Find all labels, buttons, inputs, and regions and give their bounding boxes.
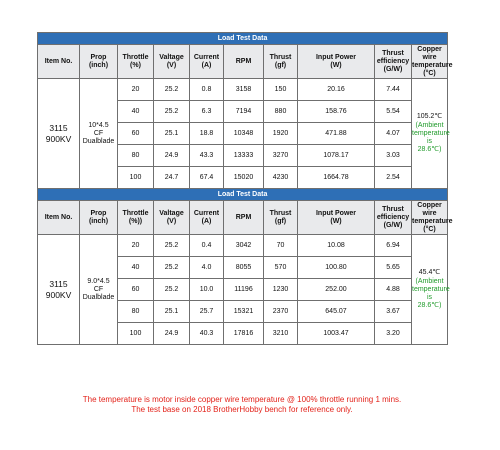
table-cell-text: 100 — [129, 329, 142, 337]
table-cell — [154, 167, 190, 189]
table-cell — [224, 101, 264, 123]
table-cell-text: 40 — [131, 107, 140, 115]
table-cell — [298, 79, 375, 101]
table-cell — [154, 235, 190, 257]
table-cell-text: 3158 — [235, 85, 252, 93]
table-title — [38, 33, 448, 45]
column-header — [118, 45, 154, 79]
column-header — [375, 201, 412, 235]
table-cell — [224, 301, 264, 323]
table-cell — [118, 123, 154, 145]
table-cell — [375, 145, 412, 167]
table-cell-text: 1920 — [272, 129, 289, 137]
table-header-row — [38, 201, 448, 235]
column-header-text: Current (A) — [193, 209, 220, 225]
table-cell — [264, 323, 298, 345]
table-cell-text: 15020 — [233, 173, 254, 181]
column-header — [80, 45, 118, 79]
table-cell — [264, 279, 298, 301]
table-title-text: Load Test Data — [217, 34, 268, 42]
column-header-text: Current (A) — [193, 53, 220, 69]
table-cell — [298, 301, 375, 323]
table-cell — [375, 123, 412, 145]
column-header-text: Thrust (gf) — [269, 209, 292, 225]
table-cell — [154, 301, 190, 323]
column-header — [298, 201, 375, 235]
table-cell — [118, 167, 154, 189]
table-cell-text: 25.2 — [164, 285, 179, 293]
table-cell — [264, 101, 298, 123]
column-header — [224, 45, 264, 79]
table-cell-text: 43.3 — [199, 151, 214, 159]
column-header-text: Valtage (V) — [159, 53, 184, 69]
table-cell — [154, 123, 190, 145]
column-header-text: Thrust efficiency (G/W) — [376, 205, 410, 229]
table-title-row — [38, 189, 448, 201]
table-cell-text: 3210 — [272, 329, 289, 337]
table-cell — [118, 301, 154, 323]
table-cell-text: 5.65 — [386, 263, 400, 271]
column-header — [190, 45, 224, 79]
table-cell — [264, 123, 298, 145]
table-cell — [264, 145, 298, 167]
motor-item-no — [38, 79, 80, 189]
table-cell-text: 24.9 — [164, 329, 179, 337]
column-header-text: Item No. — [44, 213, 73, 221]
table-cell — [190, 145, 224, 167]
table-cell-text: 3.67 — [386, 307, 400, 315]
footnote-line-1: The temperature is motor inside copper wire temperature @ 100% throttle running 1 mins. — [82, 395, 402, 404]
table-cell — [375, 235, 412, 257]
column-header — [38, 201, 80, 235]
footnote-line-2: The test base on 2018 BrotherHobby bench for reference only. — [131, 405, 353, 414]
table-cell — [298, 167, 375, 189]
table-cell — [154, 79, 190, 101]
table-cell — [190, 167, 224, 189]
table-cell — [190, 101, 224, 123]
table-cell-text: 645.07 — [325, 307, 347, 315]
copper-wire-temperature — [412, 235, 448, 345]
table-cell-text: 11196 — [234, 285, 253, 293]
column-header-text: Copper wire temperature (°C) — [412, 201, 453, 233]
table-cell-text: 18.8 — [199, 129, 214, 137]
table-cell-text: 25.2 — [164, 107, 179, 115]
column-header-text: Throttle (%) — [122, 53, 149, 69]
table-cell-text: 25.1 — [164, 307, 179, 315]
table-cell-text: 2.54 — [386, 173, 400, 181]
table-cell — [375, 79, 412, 101]
column-header-text: Prop (inch) — [88, 53, 109, 69]
table-cell-text: 80 — [131, 307, 140, 315]
table-cell — [224, 79, 264, 101]
table-cell-text: 25.2 — [164, 85, 179, 93]
column-header — [264, 45, 298, 79]
table-cell — [298, 279, 375, 301]
table-body — [38, 33, 453, 345]
table-cell — [190, 323, 224, 345]
load-test-table — [37, 32, 453, 345]
table-cell — [264, 301, 298, 323]
table-cell — [264, 235, 298, 257]
table-cell — [154, 101, 190, 123]
table-cell — [118, 145, 154, 167]
column-header-text: Prop (inch) — [88, 209, 109, 225]
table-cell — [118, 257, 154, 279]
table-cell-text: 70 — [276, 241, 285, 249]
table-cell — [190, 279, 224, 301]
table-cell-text: 10.0 — [199, 285, 214, 293]
table-cell — [190, 123, 224, 145]
table-cell-text: 3270 — [272, 151, 289, 159]
table-cell — [118, 79, 154, 101]
table-cell-text: 67.4 — [199, 173, 214, 181]
motor-item-no-text: 3115 900KV — [45, 122, 72, 144]
table-cell — [264, 79, 298, 101]
table-cell-text: 10.08 — [327, 241, 345, 249]
table-cell-text: 1230 — [272, 285, 289, 293]
column-header-text: RPM — [235, 57, 252, 65]
table-cell — [375, 257, 412, 279]
table-cell — [224, 257, 264, 279]
table-cell-text: 13333 — [233, 151, 254, 159]
table-cell — [264, 257, 298, 279]
table-cell-text: 150 — [274, 85, 287, 93]
table-cell-text: 4.07 — [386, 129, 400, 137]
footnote — [37, 395, 447, 415]
table-cell-text: 6.94 — [386, 241, 400, 249]
table-cell-text: 3042 — [235, 241, 252, 249]
column-header-text: Thrust (gf) — [269, 53, 292, 69]
column-header-text: Valtage (V) — [159, 209, 184, 225]
column-header — [154, 201, 190, 235]
column-header — [224, 201, 264, 235]
table-cell-text: 6.3 — [201, 107, 212, 115]
table-row — [38, 235, 448, 257]
temperature-value: 105.2℃ — [416, 113, 443, 120]
table-cell-text: 15321 — [233, 307, 254, 315]
table-cell — [298, 235, 375, 257]
table-cell-text: 570 — [274, 263, 287, 271]
table-cell — [224, 167, 264, 189]
prop-size — [80, 79, 118, 189]
table-cell-text: 60 — [131, 129, 140, 137]
table-cell — [298, 145, 375, 167]
column-header-text: Input Power (W) — [315, 209, 357, 225]
table-cell-text: 25.7 — [199, 307, 214, 315]
table-title — [38, 189, 448, 201]
table-cell-text: 17816 — [233, 329, 254, 337]
table-cell-text: 10348 — [233, 129, 254, 137]
prop-size-text: 10*4.5 CF Dualblade — [82, 121, 115, 145]
motor-item-no-text: 3115 900KV — [45, 278, 72, 300]
table-cell — [298, 257, 375, 279]
table-cell-text: 7194 — [235, 107, 252, 115]
copper-wire-temperature — [412, 79, 448, 189]
table-cell — [190, 257, 224, 279]
table-cell-text: 40 — [131, 263, 140, 271]
table-cell-text: 1003.47 — [323, 329, 349, 337]
column-header — [375, 45, 412, 79]
motor-item-no — [38, 235, 80, 345]
table-cell — [375, 301, 412, 323]
table-cell-text: 20 — [131, 241, 140, 249]
table-cell — [224, 145, 264, 167]
table-title-text: Load Test Data — [217, 190, 268, 198]
prop-size — [80, 235, 118, 345]
column-header-text: Input Power (W) — [315, 53, 357, 69]
table-cell — [118, 279, 154, 301]
column-header-text: Thrust efficiency (G/W) — [376, 49, 410, 73]
table-cell-text: 158.76 — [325, 107, 347, 115]
table-cell-text: 25.2 — [164, 263, 179, 271]
column-header-text: Copper wire temperature (°C) — [412, 45, 453, 77]
table-cell — [224, 235, 264, 257]
ambient-temperature-note: (Ambient temperature is 28.6℃) — [412, 122, 450, 153]
table-header-row — [38, 45, 448, 79]
prop-size-text: 9.0*4.5 CF Dualblade — [82, 277, 115, 301]
table-cell-text: 20.16 — [327, 85, 345, 93]
column-header — [298, 45, 375, 79]
table-cell-text: 20 — [131, 85, 140, 93]
table-cell-text: 4.88 — [386, 285, 400, 293]
table-cell — [118, 235, 154, 257]
table-cell — [375, 323, 412, 345]
table-cell — [190, 301, 224, 323]
table-cell-text: 25.1 — [164, 129, 179, 137]
column-header — [38, 45, 80, 79]
table-cell-text: 7.44 — [386, 85, 400, 93]
table-cell-text: 5.54 — [386, 107, 400, 115]
table-cell-text: 880 — [274, 107, 287, 115]
table-cell-text: 1664.78 — [323, 173, 349, 181]
table-cell-text: 25.2 — [164, 241, 179, 249]
table-cell-text: 24.7 — [164, 173, 179, 181]
table-cell-text: 24.9 — [164, 151, 179, 159]
table-cell-text: 2370 — [272, 307, 289, 315]
table-cell-text: 80 — [131, 151, 140, 159]
table-cell — [298, 123, 375, 145]
table-cell — [154, 257, 190, 279]
table-cell-text: 40.3 — [199, 329, 214, 337]
column-header — [80, 201, 118, 235]
column-header-text: Throttle (%)) — [122, 209, 149, 225]
column-header — [154, 45, 190, 79]
table-cell-text: 8055 — [235, 263, 252, 271]
table-cell-text: 3.20 — [386, 329, 400, 337]
table-cell — [190, 235, 224, 257]
table-cell-text: 3.03 — [386, 151, 400, 159]
table-cell — [264, 167, 298, 189]
table-title-row — [38, 33, 448, 45]
table-cell — [154, 323, 190, 345]
table-cell — [224, 279, 264, 301]
table-cell — [154, 145, 190, 167]
table-cell-text: 4.0 — [201, 263, 212, 271]
table-cell-text: 100 — [129, 173, 142, 181]
load-test-sheet — [37, 32, 453, 345]
column-header-text: Item No. — [44, 57, 73, 65]
table-cell-text: 100.80 — [325, 263, 347, 271]
table-cell-text: 0.4 — [201, 241, 212, 249]
column-header — [412, 45, 453, 79]
table-cell — [118, 101, 154, 123]
table-cell — [190, 79, 224, 101]
temperature-value: 45.4℃ — [418, 269, 441, 276]
column-header — [118, 201, 154, 235]
column-header — [412, 201, 453, 235]
table-cell — [375, 101, 412, 123]
table-cell-text: 1078.17 — [323, 151, 349, 159]
table-cell — [224, 123, 264, 145]
column-header-text: RPM — [235, 213, 252, 221]
table-cell-text: 0.8 — [201, 85, 212, 93]
table-cell — [224, 323, 264, 345]
table-cell — [118, 323, 154, 345]
table-cell — [375, 167, 412, 189]
table-cell — [154, 279, 190, 301]
table-cell-text: 252.00 — [325, 285, 347, 293]
column-header — [264, 201, 298, 235]
table-cell-text: 471.88 — [325, 129, 347, 137]
table-cell — [298, 101, 375, 123]
ambient-temperature-note: (Ambient temperature is 28.6℃) — [412, 278, 450, 309]
table-cell — [298, 323, 375, 345]
table-cell-text: 4230 — [272, 173, 289, 181]
table-cell — [375, 279, 412, 301]
table-cell-text: 60 — [131, 285, 140, 293]
table-row — [38, 79, 448, 101]
column-header — [190, 201, 224, 235]
